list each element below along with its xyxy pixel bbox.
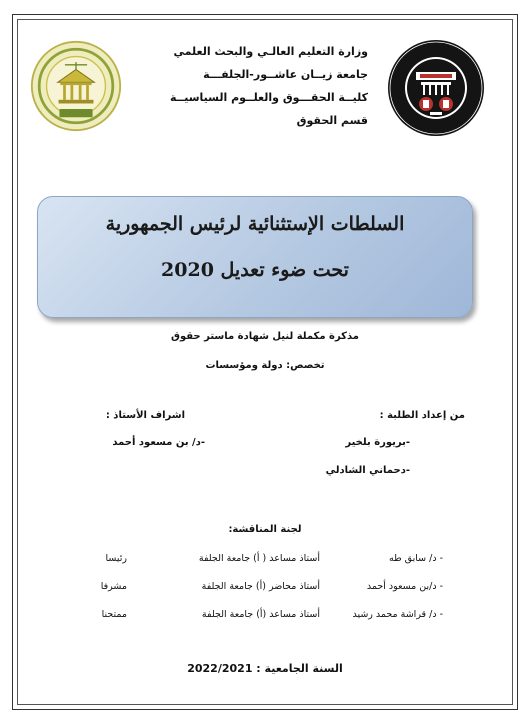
- committee-member-row: [0, 553, 530, 567]
- university-emblem-icon: [386, 38, 486, 138]
- committee-member-row: [0, 609, 530, 623]
- member-rank: أستاذ مساعد (أ) جامعة الجلفة: [201, 609, 320, 620]
- member-name: - د/بن مسعود أحمد: [366, 581, 443, 592]
- faculty-seal-icon: [30, 40, 122, 132]
- specialty: تخصص: دولة ومؤسسات: [205, 360, 325, 371]
- member-rank: أستاذ مساعد ( أ) جامعة الجلفة: [198, 553, 320, 564]
- committee-member-row: [0, 581, 530, 595]
- member-rank: أستاذ محاضر (أ) جامعة الجلفة: [201, 581, 320, 592]
- thesis-title-line-2: تحت ضوء تعديل 2020: [161, 259, 349, 281]
- committee-title: لجنة المناقشة:: [228, 524, 302, 535]
- supervision-label: اشراف الأستاذ :: [105, 410, 185, 421]
- member-role: ممتحنا: [101, 609, 127, 620]
- student-name: -دحماني الشادلي: [325, 465, 410, 476]
- student-name: -بريورة بلخير: [345, 437, 410, 448]
- thesis-title-line-1: السلطات الإستثنائية لرئيس الجمهورية: [105, 213, 405, 235]
- supervisor-name: -د/ بن مسعود أحمد: [112, 437, 205, 448]
- academic-year: السنة الجامعية : 2022/2021: [187, 662, 343, 675]
- university-name: جامعة زيــان عاشــور-الجلفـــة: [203, 68, 368, 81]
- member-role: رئيسا: [105, 553, 127, 564]
- ministry-name: وزارة التعليم العالـي والبحث العلمي: [173, 45, 368, 58]
- memo-purpose: مذكرة مكملة لنيل شهادة ماستر حقوق: [171, 331, 359, 342]
- member-name: - د/ سابق طه: [389, 553, 443, 564]
- title-box: [37, 196, 473, 318]
- institution-header: [168, 40, 368, 132]
- department-name: قسم الحقوق: [296, 114, 368, 127]
- prepared-by-label: من إعداد الطلبة :: [379, 410, 465, 421]
- member-name: - د/ قراشة محمد رشيد: [352, 609, 443, 620]
- faculty-name: كليــة الحقـــوق والعلــوم السياسيــة: [170, 91, 368, 104]
- member-role: مشرفا: [100, 581, 127, 592]
